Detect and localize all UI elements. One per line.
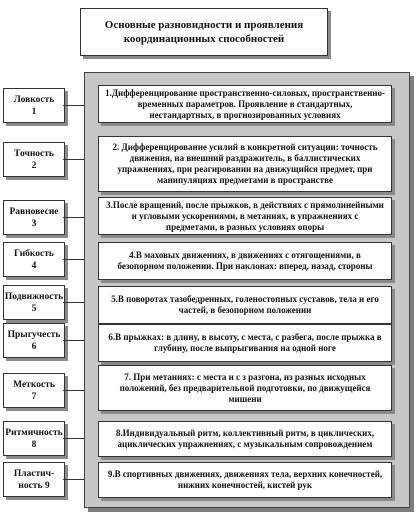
category-label: Ловкость 1 xyxy=(3,88,65,123)
connector-line xyxy=(63,479,85,480)
category-description: 3.После вращений, после прыжков, в действиях с прямолинейными и угловыми ускорениями, в метаниях, в упражнениях с предметами, в разных условиях опоры xyxy=(98,197,392,235)
category-description: 9.В спортивных движениях, движениях тела, верхних конечностей, нижних конечностей, кистей рук xyxy=(98,462,392,498)
category-label: Равновесие 3 xyxy=(3,200,65,235)
category-description: 7. При метаниях: с места и с з разгона, из разных исходных положений, без предварительной подготовки, по движущейся мишени xyxy=(98,365,392,411)
connector-line xyxy=(63,302,85,303)
category-label: Ритмичность 8 xyxy=(3,421,65,456)
connector-line xyxy=(63,105,85,106)
category-label: Подвижность 5 xyxy=(3,285,65,320)
category-description: 5.В поворотах тазобедренных, голеностопных суставов, тела и его частей, в безопорном положении xyxy=(98,286,392,324)
category-label: Точность 2 xyxy=(3,142,65,177)
connector-line xyxy=(63,438,85,439)
connector-line xyxy=(63,390,85,391)
category-label: Пластич- ность 9 xyxy=(3,462,65,497)
category-description: 6.В прыжках: в длину, в высоту, с места, с разбега, после прыжка в глубину, после выпрыгивания на одной ноге xyxy=(98,324,392,362)
connector-line xyxy=(63,217,85,218)
connector-line xyxy=(63,159,85,160)
connector-line xyxy=(63,259,85,260)
category-description: 8.Индивидуальный ритм, коллективный ритм, в циклических, ациклических упражнениях, с музыкальным сопровождением xyxy=(98,421,392,457)
category-description: 2. Дифференцирование усилий в конкретной ситуации: точность движения, на внешний раздражитель, в баллистических упражнениях, при реагировании на движущийся предмет, при манипуляциях предметами в пространстве xyxy=(98,136,392,192)
category-label: Меткость 7 xyxy=(3,373,65,408)
diagram-title: Основные разновидности и проявления координационных способностей xyxy=(80,8,328,56)
category-description: 1.Дифференцирование пространственно-силовых, пространственно-временных параметров. Проявление в стандартных, нестандартных, в прогнозированных условиях xyxy=(98,85,392,123)
connector-line xyxy=(63,340,85,341)
category-label: Прыгучесть 6 xyxy=(3,323,65,358)
category-label: Гибкость 4 xyxy=(3,242,65,277)
category-description: 4.В маховых движениях, в движениях с отягощениями, в безопорном положении. При наклонах: вперед, назад, стороны xyxy=(98,242,392,280)
